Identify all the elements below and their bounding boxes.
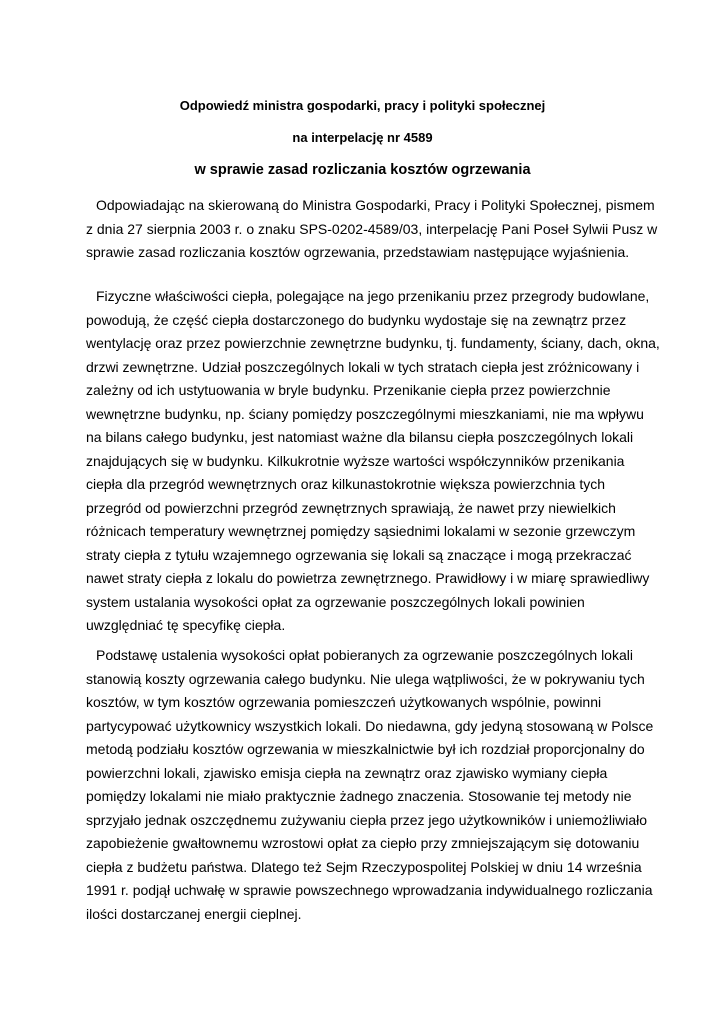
paragraph-line: z dnia 27 sierpnia 2003 r. o znaku SPS-0202-4589/03, interpelację Pani Poseł Sylwii Pusz w (86, 220, 658, 237)
paragraph-line: wentylację oraz przez powierzchnie zewnętrzne budynku, tj. fundamenty, ściany, dach, okna, (86, 335, 660, 351)
paragraph-line: przegród od powierzchni przegród zewnętrznych sprawiają, że nawet przy niewielkich (86, 499, 616, 516)
paragraph-line: metodą podziału kosztów ogrzewania w mieszkalnictwie był ich rozdział proporcjonalny do (86, 741, 645, 757)
paragraph-line: wewnętrzne budynku, np. ściany pomiędzy poszczególnymi mieszkaniami, nie ma wpływu (86, 405, 644, 422)
paragraph-line: straty ciepła z tytułu wzajemnego ogrzewania się lokali są znaczące i mogą przekraczać (86, 546, 632, 563)
paragraph-line: drzwi zewnętrzne. Udział poszczególnych lokali w tych stratach ciepła jest zróżnicowany i (86, 358, 640, 375)
paragraph-line: uwzględniać tę specyfikę ciepła. (86, 617, 286, 633)
paragraph-line: Odpowiadając na skierowaną do Ministra Gospodarki, Pracy i Polityki Społecznej, pismem (96, 197, 655, 213)
paragraph-1 (86, 194, 658, 265)
paragraph-line: pomiędzy lokalami nie miało praktycznie żadnego znaczenia. Stosowanie tej metody nie (86, 788, 632, 804)
paragraph-2 (86, 285, 660, 638)
paragraph-line: system ustalania wysokości opłat za ogrzewanie poszczególnych lokali powinien (86, 593, 585, 610)
paragraph-line: ciepła z budżetu państwa. Dlatego też Sejm Rzeczypospolitej Polskiej w dniu 14 września (86, 858, 642, 875)
paragraph-line: znajdujących się w budynku. Kilkukrotnie wyższe wartości współczynników przenikania (86, 452, 625, 469)
paragraph-3 (86, 644, 654, 926)
document-title: Odpowiedź ministra gospodarki, pracy i polityki społecznej (179, 98, 546, 113)
interpellation-number: na interpelację nr 4589 (292, 130, 433, 145)
paragraph-line: powierzchni lokali, zjawisko emisja ciepła na zewnątrz oraz zjawisko wymiany ciepła (86, 764, 608, 781)
paragraph-line: stanowią koszty ogrzewania całego budynku. Nie ulega wątpliwości, że w pokrywaniu tych (86, 670, 645, 687)
paragraph-line: Fizyczne właściwości ciepła, polegające na jego przenikaniu przez przegrody budowlane, (96, 288, 650, 304)
paragraph-line: sprzyjało jednak oszczędnemu zużywaniu ciepła przez jego użytkowników i uniemożliwiało (86, 811, 648, 828)
paragraph-line: partycypować użytkownicy wszystkich lokali. Do niedawna, gdy jedyną stosowaną w Polsce (86, 717, 654, 734)
paragraph-line: zapobieżenie gwałtownemu wzrostowi opłat za ciepło przy zmniejszającym się dotowaniu (86, 835, 640, 851)
paragraph-line: zależny od ich ustytuowania w bryle budynku. Przenikanie ciepła przez powierzchnie (86, 382, 611, 398)
paragraph-line: na bilans całego budynku, jest natomiast ważne dla bilansu ciepła poszczególnych lokali (86, 429, 634, 445)
paragraph-line: Podstawę ustalenia wysokości opłat pobieranych za ogrzewanie poszczególnych lokali (96, 647, 633, 663)
paragraph-line: ciepła dla przegród wewnętrznych oraz kilkunastokrotnie większa powierzchnia tych (86, 476, 606, 492)
paragraph-line: nawet straty ciepła z lokalu do powietrza zewnętrznego. Prawidłowy i w miarę sprawiedliwy (86, 570, 650, 586)
paragraph-line: powodują, że część ciepła dostarczonego do budynku wydostaje się na zewnątrz przez (86, 311, 627, 328)
paragraph-line: różnicach temperatury wewnętrznej pomiędzy sąsiednimi lokalami w sezonie grzewczym (86, 523, 636, 539)
document-subject: w sprawie zasad rozliczania kosztów ogrzewania (194, 162, 531, 178)
paragraph-line: ilości dostarczanej energii cieplnej. (86, 905, 302, 922)
paragraph-line: sprawie zasad rozliczania kosztów ogrzewania, przedstawiam następujące wyjaśnienia. (86, 244, 630, 260)
paragraph-line: kosztów, w tym kosztów ogrzewania pomieszczeń użytkowanych wspólnie, powinni (86, 694, 602, 710)
paragraph-line: 1991 r. podjął uchwałę w sprawie powszechnego wprowadzania indywidualnego rozliczania (86, 882, 653, 898)
